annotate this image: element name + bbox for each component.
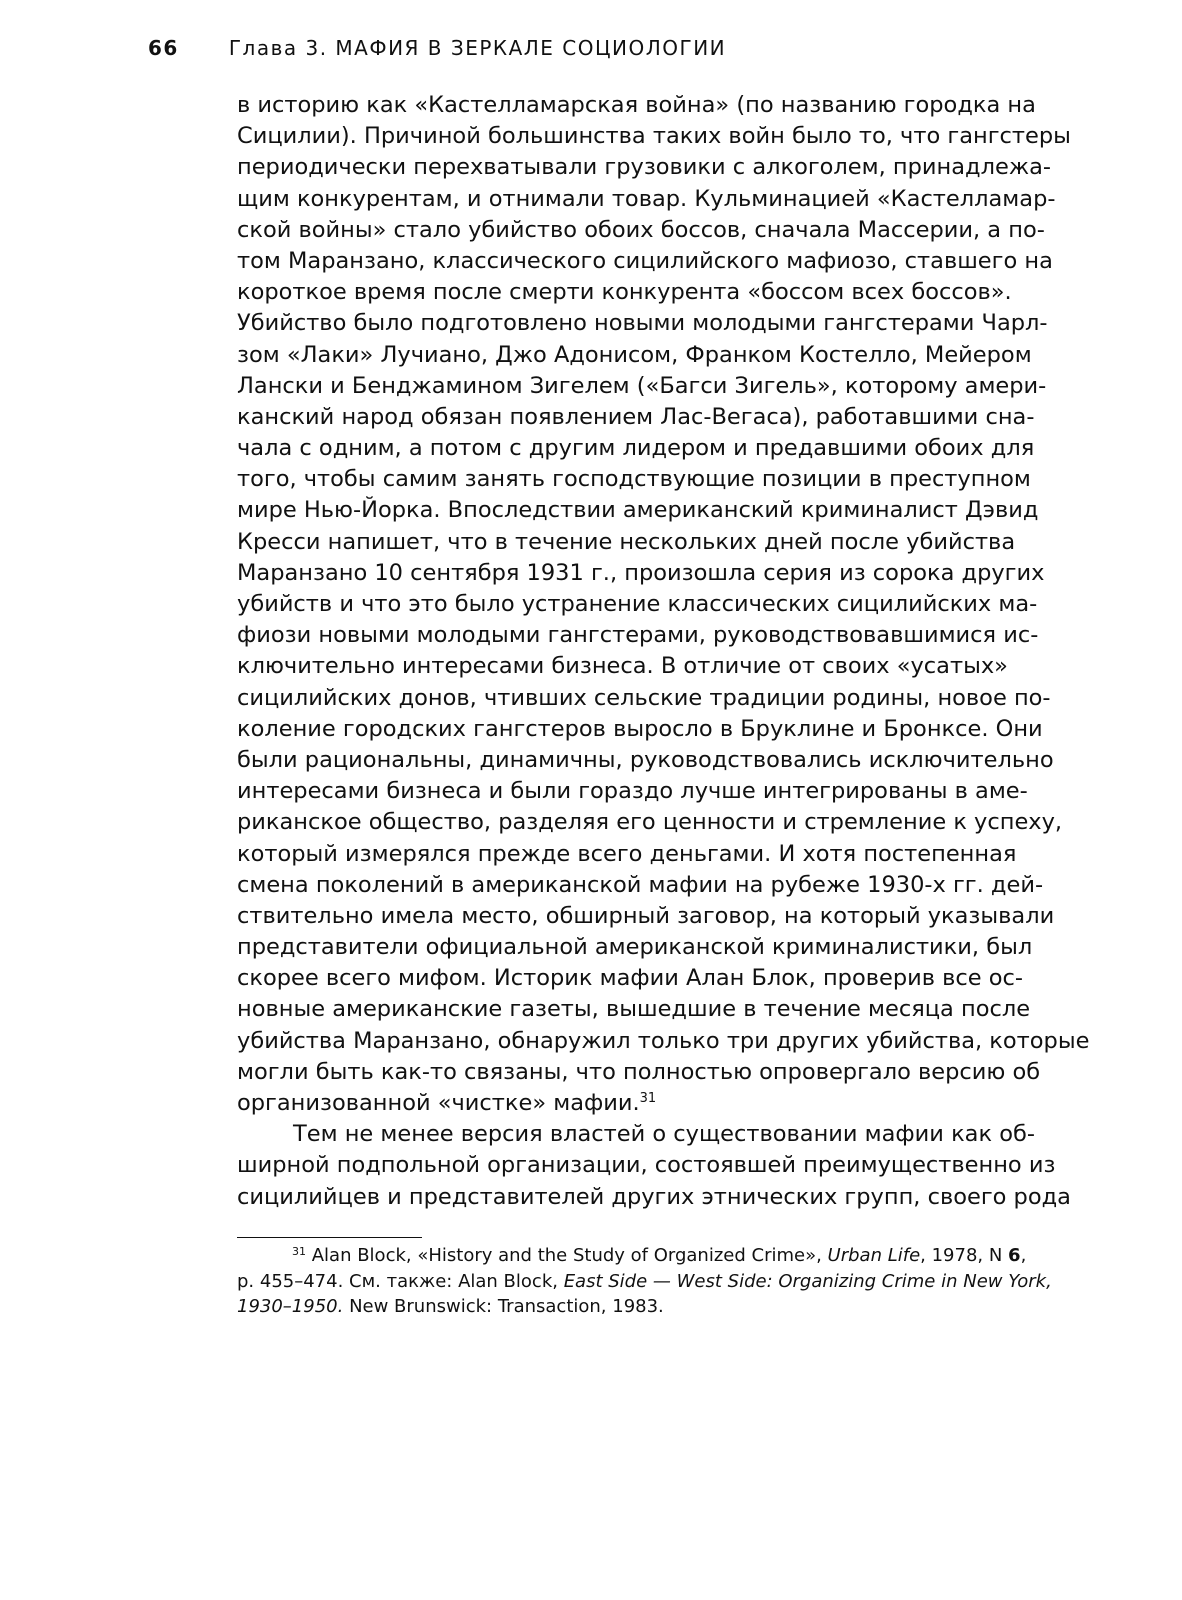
text-line: Кресси напишет, что в течение нескольких дней после убийства [237,528,1016,555]
footnote-marker: 31 [292,1245,306,1258]
text-line: щим конкурентам, и отнимали товар. Кульминацией «Кастелламар- [237,185,1056,212]
text-line: периодически перехватывали грузовики с алкоголем, принадлежа- [237,154,1051,181]
text-line: были рациональны, динамичны, руководствовались исключительно [237,746,1054,773]
paragraph-first-line: Тем не менее версия властей о существовании мафии как об- [293,1121,1035,1148]
text-line: ствительно имела место, обширный заговор, на который указывали [237,902,1055,929]
book-title: East Side — West Side: Organizing Crime in New York, [563,1270,1052,1292]
issue-number: 6 [1008,1245,1021,1266]
footnote-text: , [1020,1245,1027,1266]
text-line: который измерялся прежде всего деньгами. И хотя постепенная [237,840,1017,867]
text-line: в историю как «Кастелламарская война» (по названию городка на [237,92,1036,118]
book-title-years: 1930–1950. [237,1296,344,1317]
running-head [148,36,1028,60]
text-line-content: организованной «чистке» мафии. [237,1090,640,1116]
chapter-title: Глава 3. МАФИЯ В ЗЕРКАЛЕ СОЦИОЛОГИИ [228,36,727,60]
text-line: представители официальной американской криминалистики, был [237,934,1033,961]
footnote-line [237,1269,1052,1295]
text-line: Убийство было подготовлено новыми молодыми гангстерами Чарл- [237,310,1048,337]
text-line: короткое время после смерти конкурента «боссом всех боссов». [237,279,1012,306]
footnote [237,1243,1052,1320]
text-line: чала с одним, а потом с другим лидером и предавшими обоих для [237,435,1035,462]
text-line: Маранзано 10 сентября 1931 г., произошла серия из сорока других [237,559,1045,586]
text-line: фиози новыми молодыми гангстерами, руководствовавшимися ис- [237,622,1039,649]
text-line: скорее всего мифом. Историк мафии Алан Блок, проверив все ос- [237,965,1024,992]
text-line: Сицилии). Причиной большинства таких войн было то, что гангстеры [237,123,1071,150]
footnote-divider [237,1237,422,1238]
footnote-reference: 31 [639,1091,657,1106]
text-line: интересами бизнеса и были гораздо лучше интегрированы в аме- [237,778,1028,805]
text-line: могли быть как-то связаны, что полностью опровергало версию об [237,1058,1041,1085]
text-line: мире Нью-Йорка. Впоследствии американский криминалист Дэвид [237,497,1039,524]
text-line: Лански и Бенджамином Зигелем («Багси Зигель», которому амери- [237,372,1047,399]
text-line: том Маранзано, классического сицилийского мафиозо, ставшего на [237,247,1053,274]
text-line: смена поколений в американской мафии на рубеже 1930-х гг. дей- [237,871,1044,898]
footnote-text: , 1978, N [920,1245,1009,1266]
text-line: риканское общество, разделяя его ценности и стремление к успеху, [237,809,1063,836]
text-line: коление городских гангстеров выросло в Бруклине и Бронксе. Они [237,715,1043,742]
text-line: сицилийцев и представителей других этнических групп, своего рода [237,1183,1071,1210]
text-line: зом «Лаки» Лучиано, Джо Адонисом, Франком Костелло, Мейером [237,341,1032,368]
page-number: 66 [148,36,179,60]
text-line: ской войны» стало убийство обоих боссов, сначала Массерии, а по- [237,216,1045,243]
text-line: убийства Маранзано, обнаружил только три других убийства, которые [237,1027,1090,1054]
text-line: ширной подпольной организации, состоявшей преимущественно из [237,1152,1056,1179]
text-line: канский народ обязан появлением Лас-Вегаса), работавшими сна- [237,403,1035,430]
text-line: сицилийских донов, чтивших сельские традиции родины, новое по- [237,684,1051,711]
body-text [237,90,1090,1213]
text-line-last [237,1088,1003,1119]
footnote-line [237,1243,1027,1269]
journal-title: Urban Life [827,1245,921,1266]
text-line: того, чтобы самим занять господствующие позиции в преступном [237,466,1031,493]
footnote-text: Alan Block, «History and the Study of Organized Crime», [311,1245,828,1266]
footnote-text: New Brunswick: Transaction, 1983. [343,1296,664,1317]
text-line: убийств и что это было устранение классических сицилийских ма- [237,591,1038,617]
footnote-line [237,1294,1003,1320]
text-line: ключительно интересами бизнеса. В отличие от своих «усатых» [237,653,1008,680]
footnote-text: p. 455–474. См. также: Alan Block, [237,1270,564,1292]
text-line: новные американские газеты, вышедшие в течение месяца после [237,996,1031,1023]
